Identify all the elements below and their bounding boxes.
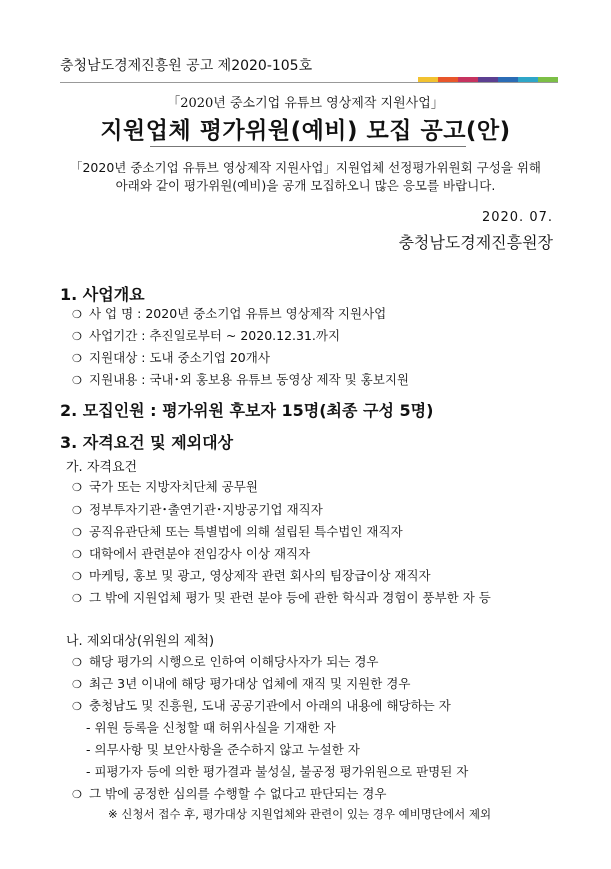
list-item: ❍ 정부투자기관･출연기관･지방공기업 재직자 — [72, 502, 323, 517]
intro-line-1: 「2020년 중소기업 유튜브 영상제작 지원사업」지원업체 선정평가위원회 구성을 위해 — [69, 160, 542, 175]
list-item: ❍ 사 업 명 : 2020년 중소기업 유튜브 영상제작 지원사업 — [72, 306, 387, 321]
list-item: ❍ 공직유관단체 또는 특별법에 의해 설립된 특수법인 재직자 — [72, 524, 403, 539]
circle-bullet-icon: ❍ — [72, 656, 82, 669]
notice-date: 2020. 07. — [481, 210, 553, 225]
document-title: 지원업체 평가위원(예비) 모집 공고(안) — [100, 118, 511, 144]
sub-item: - 의무사항 및 보안사항을 준수하지 않고 누설한 자 — [86, 742, 360, 757]
list-item: ❍ 사업기간 : 추진일로부터 ~ 2020.12.31.까지 — [72, 328, 341, 343]
document-subtitle: 「2020년 중소기업 유튜브 영상제작 지원사업」 — [167, 96, 444, 111]
sub-item: - 피평가자 등에 의한 평가결과 불성실, 불공정 평가위원으로 판명된 자 — [86, 764, 469, 779]
section-2-heading: 2. 모집인원 : 평가위원 후보자 15명(최종 구성 5명) — [60, 401, 434, 420]
circle-bullet-icon: ❍ — [72, 374, 82, 387]
circle-bullet-icon: ❍ — [72, 548, 82, 561]
circle-bullet-icon: ❍ — [72, 592, 82, 605]
section-1-heading: 1. 사업개요 — [60, 285, 145, 304]
section-3-heading: 3. 자격요건 및 제외대상 — [60, 433, 234, 452]
issuer-name: 충청남도경제진흥원장 — [398, 233, 553, 252]
exclusion-note: ※ 신청서 접수 후, 평가대상 지원업체와 관련이 있는 경우 예비명단에서 제외 — [108, 807, 492, 821]
intro-line-2: 아래와 같이 평가위원(예비)을 공개 모집하오니 많은 응모를 바랍니다. — [115, 178, 496, 193]
list-item: ❍ 지원대상 : 도내 중소기업 20개사 — [72, 350, 270, 365]
title-underline — [150, 146, 466, 147]
qualification-heading: 가. 자격요건 — [66, 460, 138, 475]
list-item: ❍ 대학에서 관련분야 전임강사 이상 재직자 — [72, 546, 311, 561]
circle-bullet-icon: ❍ — [72, 504, 82, 517]
list-item: ❍ 그 밖에 지원업체 평가 및 관련 분야 등에 관한 학식과 경험이 풍부한 자 등 — [72, 590, 491, 605]
circle-bullet-icon: ❍ — [72, 481, 82, 494]
circle-bullet-icon: ❍ — [72, 788, 82, 801]
list-item: ❍ 최근 3년 이내에 해당 평가대상 업체에 재직 및 지원한 경우 — [72, 676, 411, 691]
circle-bullet-icon: ❍ — [72, 570, 82, 583]
circle-bullet-icon: ❍ — [72, 352, 82, 365]
circle-bullet-icon: ❍ — [72, 700, 82, 713]
circle-bullet-icon: ❍ — [72, 526, 82, 539]
notice-number: 충청남도경제진흥원 공고 제2020-105호 — [60, 58, 313, 74]
list-item: ❍ 국가 또는 지방자치단체 공무원 — [72, 479, 258, 494]
circle-bullet-icon: ❍ — [72, 678, 82, 691]
exclusion-heading: 나. 제외대상(위원의 제척) — [66, 634, 215, 649]
circle-bullet-icon: ❍ — [72, 330, 82, 343]
list-item: ❍ 충청남도 및 진흥원, 도내 공공기관에서 아래의 내용에 해당하는 자 — [72, 698, 451, 713]
list-item: ❍ 마케팅, 홍보 및 광고, 영상제작 관련 회사의 팀장급이상 재직자 — [72, 568, 431, 583]
list-item: ❍ 그 밖에 공정한 심의를 수행할 수 없다고 판단되는 경우 — [72, 786, 387, 801]
sub-item: - 위원 등록을 신청할 때 허위사실을 기재한 자 — [86, 720, 336, 735]
list-item: ❍ 해당 평가의 시행으로 인하여 이해당사자가 되는 경우 — [72, 654, 379, 669]
circle-bullet-icon: ❍ — [72, 308, 82, 321]
list-item: ❍ 지원내용 : 국내･외 홍보용 유튜브 동영상 제작 및 홍보지원 — [72, 372, 409, 387]
header-divider — [60, 82, 558, 83]
